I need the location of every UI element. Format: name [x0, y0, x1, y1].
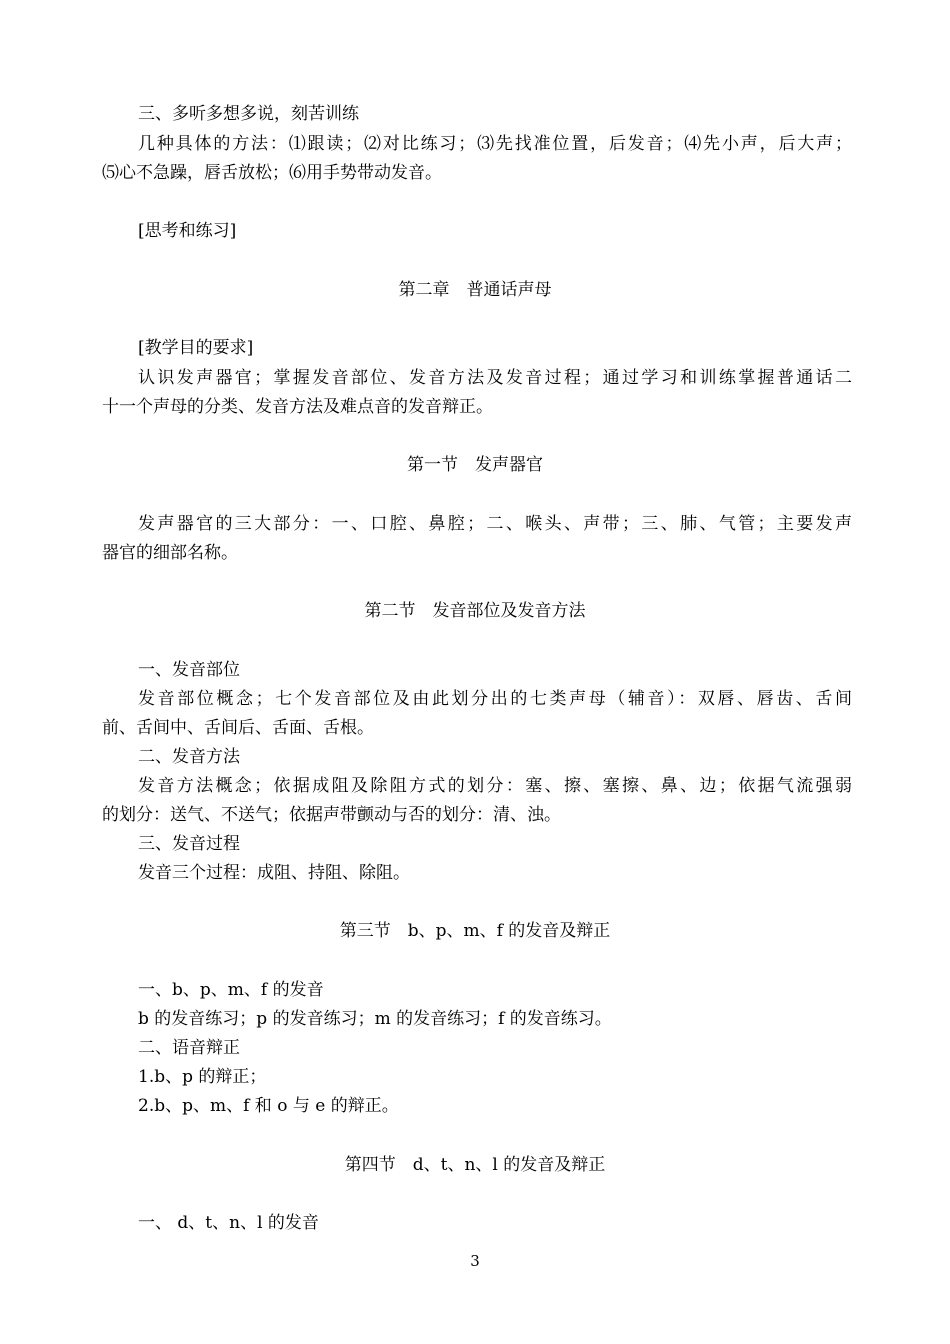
- section-heading: 三、多听多想多说，刻苦训练: [138, 104, 359, 124]
- objectives-heading: [教学目的要求]: [138, 338, 254, 358]
- section-title: 第四节 d、t、n、l 的发音及辩正: [344, 1155, 606, 1175]
- paragraph-line: 前、舌间中、舌间后、舌面、舌根。: [102, 718, 374, 738]
- section-title: 第二节 发音部位及发音方法: [364, 601, 586, 621]
- paragraph-line: 发声器官的三大部分：一、口腔、鼻腔；二、喉头、声带；三、肺、气管；主要发声: [138, 514, 852, 534]
- subsection-heading: 一、发音部位: [138, 660, 240, 680]
- subsection-heading: 二、发音方法: [138, 747, 240, 767]
- subsection-heading: 一、b、p、m、f 的发音: [138, 980, 324, 1000]
- chapter-title: 第二章 普通话声母: [398, 280, 552, 300]
- paragraph-line: 发音部位概念；七个发音部位及由此划分出的七类声母（辅音）：双唇、唇齿、舌间: [138, 689, 852, 709]
- paragraph-line: ⑸心不急躁，唇舌放松；⑹用手势带动发音。: [102, 163, 442, 183]
- section-title: 第一节 发声器官: [407, 455, 543, 475]
- list-item: 1.b、p 的辩正；: [138, 1067, 267, 1087]
- subsection-heading: 三、发音过程: [138, 834, 240, 854]
- paragraph-line: 发音方法概念；依据成阻及除阻方式的划分：塞、擦、塞擦、鼻、边；依据气流强弱: [138, 776, 852, 796]
- paragraph-line: 的划分：送气、不送气；依据声带颤动与否的划分：清、浊。: [102, 805, 561, 825]
- exercise-heading: [思考和练习]: [138, 221, 237, 241]
- paragraph-line: 器官的细部名称。: [102, 543, 238, 563]
- paragraph-line: 十一个声母的分类、发音方法及难点音的发音辩正。: [102, 397, 493, 417]
- list-item: 2.b、p、m、f 和 o 与 e 的辩正。: [138, 1096, 399, 1116]
- section-title: 第三节 b、p、m、f 的发音及辩正: [339, 921, 611, 941]
- paragraph-line: 发音三个过程：成阻、持阻、除阻。: [138, 863, 410, 883]
- page-number: 3: [470, 1252, 480, 1270]
- paragraph-line: b 的发音练习；p 的发音练习；m 的发音练习；f 的发音练习。: [138, 1009, 612, 1029]
- paragraph-line: 认识发声器官；掌握发音部位、发音方法及发音过程；通过学习和训练掌握普通话二: [138, 368, 852, 388]
- subsection-heading: 二、语音辩正: [138, 1038, 240, 1058]
- paragraph-line: 几种具体的方法：⑴跟读；⑵对比练习；⑶先找准位置，后发音；⑷先小声，后大声；: [138, 134, 852, 154]
- subsection-heading: 一、 d、t、n、l 的发音: [138, 1213, 319, 1233]
